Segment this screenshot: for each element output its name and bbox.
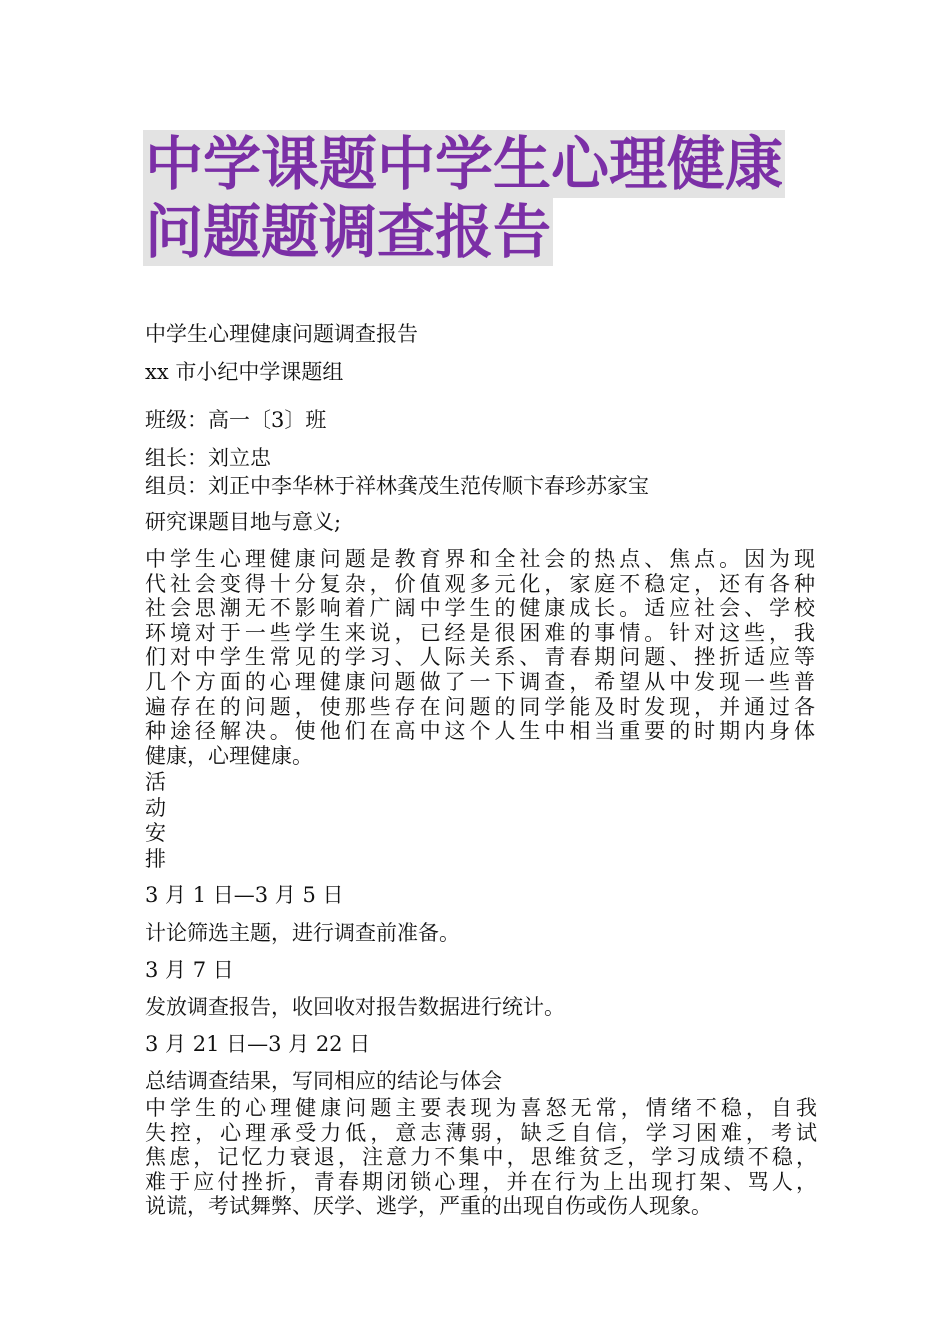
paragraph-line: 遍存在的问题，使那些存在问题的同学能及时发现，并通过各 (145, 694, 815, 719)
activity-label-char: 活 (145, 770, 166, 794)
document-title-line-2: 问题题调查报告 (145, 198, 552, 266)
activity-label-char: 动 (145, 795, 166, 820)
activity-label-char: 排 (145, 846, 166, 871)
paragraph-line: 中学生心理健康问题是教育界和全社会的热点、焦点。因为现 (145, 547, 815, 571)
paragraph-line: 们对中学生常见的学习、人际关系、青春期问题、挫折适应等 (145, 645, 815, 670)
schedule-date-2: 3 月 7 日 (145, 958, 234, 982)
paragraph-line: 环境对于一些学生来说，已经是很困难的事情。针对这些，我 (145, 620, 815, 645)
purpose-paragraph (145, 547, 815, 768)
paragraph-line: 焦虑，记忆力衰退，注意力不集中，思维贫乏，学习成绩不稳， (145, 1145, 817, 1170)
schedule-date-1: 3 月 1 日—3 月 5 日 (145, 883, 344, 907)
paragraph-line: 几个方面的心理健康问题做了一下调查，希望从中发现一些普 (145, 669, 815, 694)
schedule-task-2: 发放调查报告，收回收对报告数据进行统计。 (145, 995, 565, 1019)
members-line: 组员：刘正中李华林于祥林龚茂生范传顺卞春珍苏家宝 (145, 474, 649, 498)
paragraph-line: 中学生的心理健康问题主要表现为喜怒无常，情绪不稳，自我 (145, 1096, 817, 1120)
paragraph-line: 代社会变得十分复杂，价值观多元化，家庭不稳定，还有各种 (145, 571, 815, 596)
purpose-heading: 研究课题目地与意义; (145, 510, 342, 534)
leader-line: 组长：刘立忠 (145, 446, 271, 470)
paragraph-line: 失控，心理承受力低，意志薄弱，缺乏自信，学习困难，考试 (145, 1120, 817, 1145)
schedule-task-3: 总结调查结果，写同相应的结论与体会 (145, 1069, 502, 1093)
activity-label-char: 安 (145, 821, 166, 845)
schedule-date-3: 3 月 21 日—3 月 22 日 (145, 1032, 371, 1056)
schedule-task-1: 计论筛选主题，进行调查前准备。 (145, 921, 460, 945)
findings-paragraph (145, 1096, 817, 1219)
group-name: xx 市小纪中学课题组 (145, 360, 344, 384)
paragraph-line: 说谎，考试舞弊、厌学、逃学，严重的出现自伤或伤人现象。 (145, 1194, 712, 1219)
class-line: 班级：高一〔3〕班 (145, 408, 327, 432)
paragraph-line: 种途径解决。使他们在高中这个人生中相当重要的时期内身体 (145, 719, 815, 744)
paragraph-line: 社会思潮无不影响着广阔中学生的健康成长。适应社会、学校 (145, 596, 815, 621)
activity-label-vertical (145, 770, 166, 872)
paragraph-line: 难于应付挫折，青春期闭锁心理，并在行为上出现打架、骂人， (145, 1169, 817, 1194)
document-title-line-1: 中学课题中学生心理健康 (145, 130, 784, 198)
subtitle: 中学生心理健康问题调查报告 (145, 322, 418, 346)
paragraph-line: 健康，心理健康。 (145, 743, 313, 768)
